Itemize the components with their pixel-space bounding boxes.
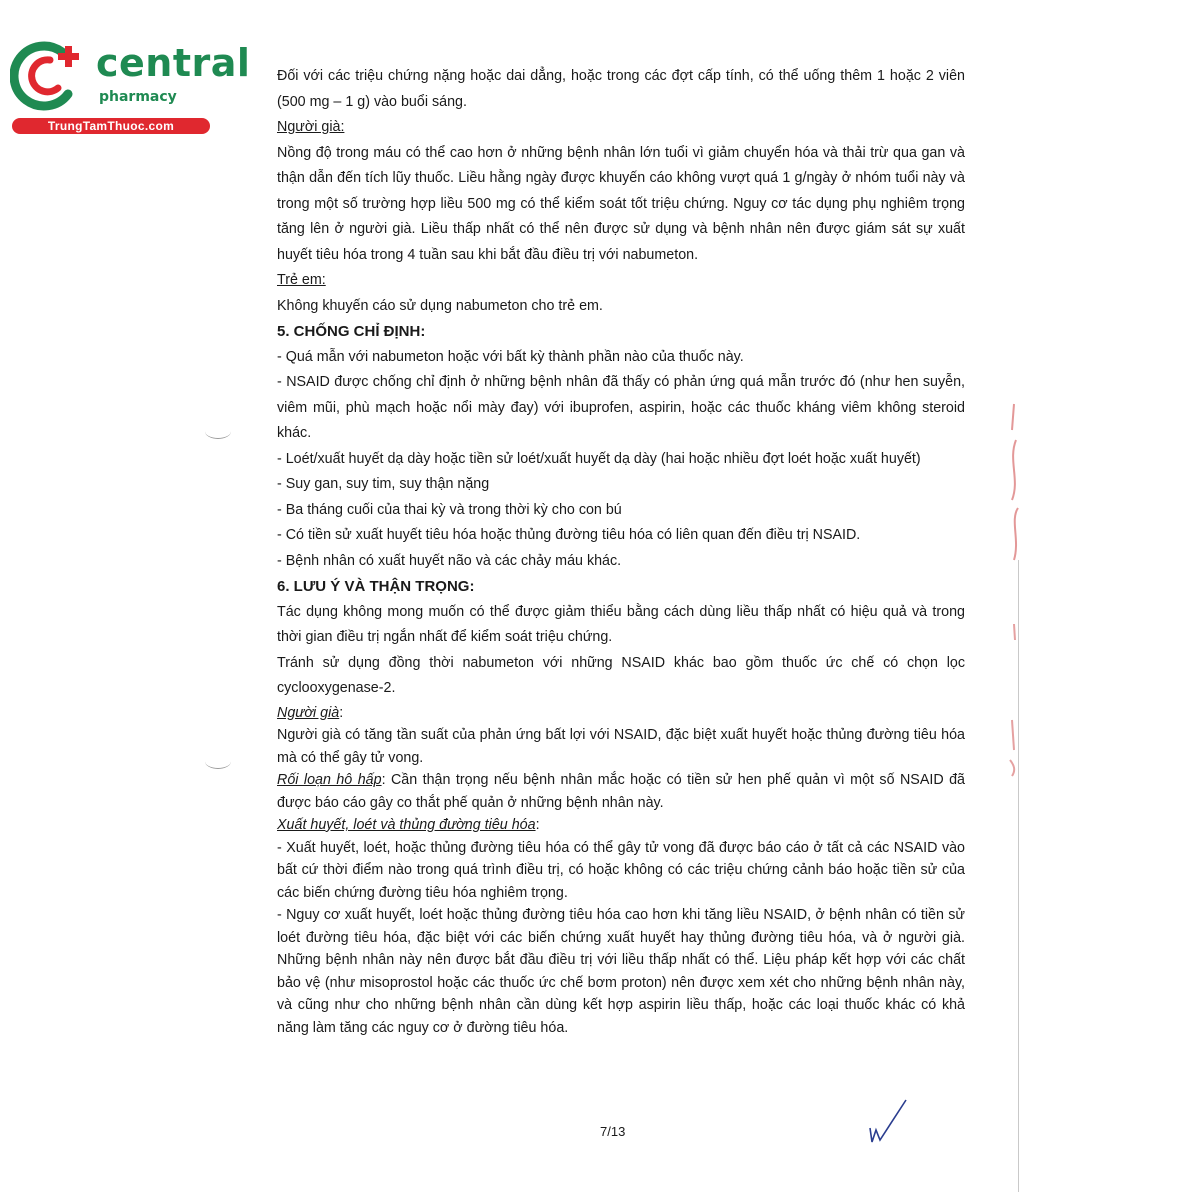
dosage-intro: Đối với các triệu chứng nặng hoặc dai dẳng, hoặc trong các đợt cấp tính, có thể uống thêm 1 hoặc 2 viên (500 mg – 1 g) vào buổi sáng. <box>277 68 965 110</box>
elderly-precaution-text: Người già có tăng tần suất của phản ứng bất lợi với NSAID, đặc biệt xuất huyết hoặc thủng đường tiêu hóa mà có thể gây tử vong. <box>277 727 965 766</box>
respiratory-text: : Cần thận trọng nếu bệnh nhân mắc hoặc có tiền sử hen phế quản vì một số NSAID đã được báo cáo gây co thắt phế quản ở những bệnh nhân này. <box>277 772 966 811</box>
gi-colon: : <box>535 817 540 833</box>
red-stamp-mark <box>1000 400 1024 570</box>
logo-name: central <box>96 41 251 85</box>
precaution-paragraph: Tránh sử dụng đồng thời nabumeton với những NSAID khác bao gồm thuốc ức chế có chọn lọc cyclooxygenase-2. <box>277 654 965 696</box>
gi-item: - Nguy cơ xuất huyết, loét hoặc thủng đường tiêu hóa cao hơn khi tăng liều NSAID, ở bệnh nhân có tiền sử loét đường tiêu hóa, đặc biệt với các biến chứng xuất huyết hay thủng đường tiêu hóa, và ở người già. Những bệnh nhân này nên được bắt đầu điều trị với liều thấp nhất có thể. Liệu pháp kết hợp với các chất bảo vệ (như misoprostol hoặc các thuốc ức chế bơm proton) nên được xem xét cho những bệnh nhân này, và cũng như cho những bệnh nhân cần dùng kết hợp aspirin liều thấp, hoặc các loại thuốc khác có khả năng làm tăng các nguy cơ ở đường tiêu hóa. <box>277 907 965 1036</box>
respiratory-label: Rối loạn hô hấp <box>277 772 382 788</box>
section-5-title: 5. CHỐNG CHỈ ĐỊNH: <box>277 323 426 340</box>
red-stamp-mark <box>1000 620 1024 780</box>
page-number: 7/13 <box>600 1124 626 1139</box>
section-6-title: 6. LƯU Ý VÀ THẬN TRỌNG: <box>277 578 475 595</box>
contraindication-item: - Ba tháng cuối của thai kỳ và trong thời kỳ cho con bú <box>277 501 622 518</box>
children-label: Trẻ em: <box>277 272 326 288</box>
gi-item: - Xuất huyết, loét, hoặc thủng đường tiêu hóa có thể gây tử vong đã được báo cáo ở tất cả các NSAID vào bất cứ thời điểm nào trong quá trình điều trị, có hoặc không có các triệu chứng cảnh báo hoặc tiền sử của các biến chứng đường tiêu hóa nghiêm trọng. <box>277 839 965 901</box>
contraindication-item: - Có tiền sử xuất huyết tiêu hóa hoặc thủng đường tiêu hóa có liên quan đến điều trị NSAID. <box>277 527 861 543</box>
elderly-subheading <box>277 702 965 725</box>
contraindication-item: - Bệnh nhân có xuất huyết não và các chảy máu khác. <box>277 552 622 569</box>
signature-mark <box>862 1098 912 1146</box>
logo-subtitle: pharmacy <box>99 89 177 105</box>
elderly-sub-colon: : <box>339 704 344 721</box>
contraindication-item: - Suy gan, suy tim, suy thận nặng <box>277 476 490 492</box>
punch-hole-mark <box>205 424 231 439</box>
contraindication-item: - Quá mẫn với nabumeton hoặc với bất kỳ thành phần nào của thuốc này. <box>277 348 744 365</box>
respiratory-paragraph <box>277 769 965 814</box>
elderly-label: Người già: <box>277 119 345 135</box>
precaution-paragraph: Tác dụng không mong muốn có thể được giảm thiểu bằng cách dùng liều thấp nhất có hiệu quả và trong thời gian điều trị ngắn nhất để kiểm soát triệu chứng. <box>277 603 965 645</box>
elderly-text: Nồng độ trong máu có thể cao hơn ở những bệnh nhân lớn tuổi vì giảm chuyển hóa và thải trừ qua gan và thận dẫn đến tích lũy thuốc. Liều hằng ngày được khuyến cáo không vượt quá 1 g/ngày ở nhóm tuổi này và trong một số trường hợp liều 500 mg có thể kiểm soát tốt triệu chứng. Nguy cơ tác dụng phụ nghiêm trọng tăng lên ở người già. Liều thấp nhất có thể nên được sử dụng và bệnh nhân nên được giám sát sự xuất huyết tiêu hóa trong 4 tuần sau khi bắt đầu điều trị với nabumeton. <box>277 144 965 263</box>
gi-subheading <box>277 814 965 837</box>
brand-logo[interactable] <box>10 38 251 138</box>
gi-label: Xuất huyết, loét và thủng đường tiêu hóa <box>277 817 536 833</box>
logo-url[interactable]: TrungTamThuoc.com <box>12 118 210 134</box>
contraindication-item: - Loét/xuất huyết dạ dày hoặc tiền sử loét/xuất huyết dạ dày (hai hoặc nhiều đợt loét hoặc xuất huyết) <box>277 450 921 467</box>
elderly-sub-label: Người già <box>277 704 340 721</box>
punch-hole-mark <box>205 754 231 769</box>
children-text: Không khuyến cáo sử dụng nabumeton cho trẻ em. <box>277 297 603 314</box>
document-page <box>277 64 965 1039</box>
contraindication-item: - NSAID được chống chỉ định ở những bệnh nhân đã thấy có phản ứng quá mẫn trước đó (như hen suyễn, viêm mũi, phù mạch hoặc nổi mày đay) với ibuprofen, aspirin, hoặc các thuốc kháng viêm không steroid khác. <box>277 374 965 441</box>
central-pharmacy-logo-icon <box>10 38 90 113</box>
